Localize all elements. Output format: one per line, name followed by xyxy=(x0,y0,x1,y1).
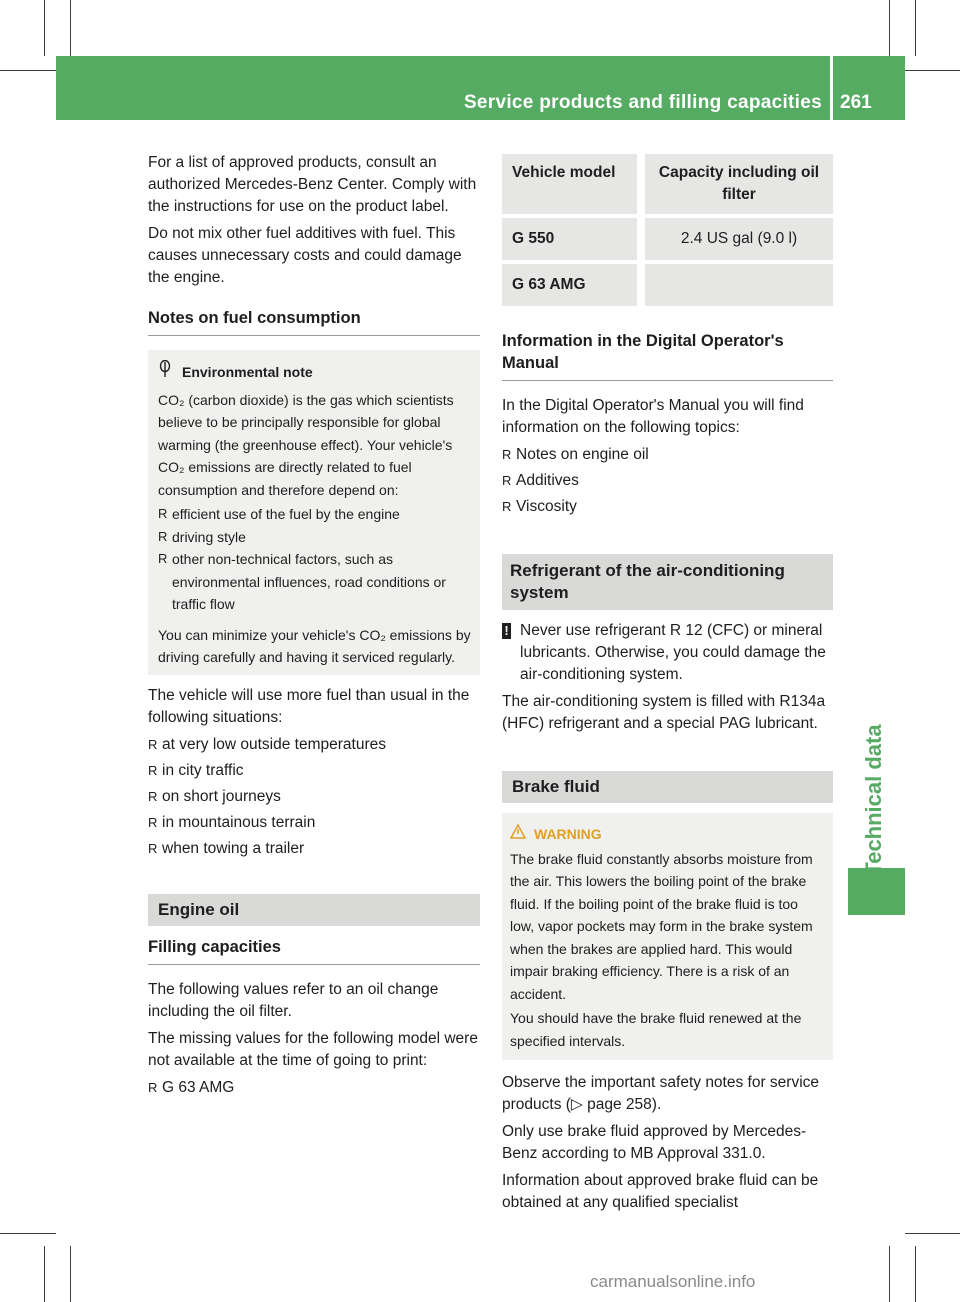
filling-paragraph: The missing values for the following model were not available at the time of going to print: xyxy=(148,1029,478,1069)
list-item: R Notes on engine oil xyxy=(502,444,833,466)
table-row xyxy=(502,264,833,306)
right-column xyxy=(502,154,833,1219)
table-cell xyxy=(641,264,833,306)
list-item: R G 63 AMG xyxy=(148,1077,480,1099)
header-separator xyxy=(830,56,833,120)
crop-mark xyxy=(44,1246,45,1302)
table-header: Capacity including oil filter xyxy=(641,154,833,214)
crop-mark xyxy=(70,1246,71,1302)
side-tab-label: Technical data xyxy=(861,724,886,876)
list-item: R efficient use of the fuel by the engine xyxy=(158,503,472,526)
environmental-note-text: CO₂ (carbon dioxide) is the gas which scientists believe to be principally responsible for global warming (the greenhouse effect). Your vehicle's CO₂ emissions are directly related to fuel consumption and therefore depend on: xyxy=(158,391,454,498)
warning-title: WARNING xyxy=(534,826,602,842)
table-row xyxy=(502,218,833,260)
list-item: R Viscosity xyxy=(502,496,833,518)
header-title: Service products and filling capacities xyxy=(463,92,822,113)
page-number: 261 xyxy=(840,92,872,113)
crop-mark xyxy=(889,1246,890,1302)
warning-text: The brake fluid constantly absorbs moisture from the air. This lowers the boiling point of the brake fluid. If the boiling point of the brake fluid is too low, vapor pockets may form in the brake system when the brakes are applied hard. This would impair braking efficiency. There is a risk of an accident. xyxy=(510,850,813,1002)
environmental-note-text: You can minimize your vehicle's CO₂ emissions by driving carefully and having it serviced regularly. xyxy=(158,626,471,665)
watermark: carmanualsonline.info xyxy=(590,1272,756,1291)
list-item: R driving style xyxy=(158,526,472,549)
exclamation-icon: ! xyxy=(502,623,511,639)
brake-paragraph: Information about approved brake fluid can be obtained at any qualified specialist xyxy=(502,1172,819,1211)
brake-paragraph: Only use brake fluid approved by Mercedes-Benz according to MB Approval 331.0. xyxy=(502,1123,807,1162)
refrigerant-paragraph: The air-conditioning system is filled with R134a (HFC) refrigerant and a special PAG lubricant. xyxy=(502,693,826,732)
list-item: R other non-technical factors, such as environmental influences, road conditions or traffic flow xyxy=(158,548,472,616)
brake-fluid-heading: Brake fluid xyxy=(502,771,833,803)
more-fuel-paragraph: The vehicle will use more fuel than usual in the following situations: xyxy=(148,686,470,726)
crop-mark xyxy=(889,0,890,56)
leaf-icon xyxy=(158,360,172,385)
crop-mark xyxy=(0,1233,56,1234)
refrigerant-heading: Refrigerant of the air-conditioning system xyxy=(502,554,833,610)
filling-paragraph: The following values refer to an oil change including the oil filter. xyxy=(148,980,439,1020)
digital-manual-paragraph: In the Digital Operator's Manual you will find information on the following topics: xyxy=(502,397,804,436)
digital-manual-heading: Information in the Digital Operator's Manual xyxy=(502,332,784,372)
brake-paragraph: Observe the important safety notes for service products (▷ page 258). xyxy=(502,1074,820,1113)
list-item: R in city traffic xyxy=(148,760,480,782)
filling-capacities-heading: Filling capacities xyxy=(148,937,281,956)
list-item: R at very low outside temperatures xyxy=(148,734,480,756)
list-item: R Additives xyxy=(502,470,833,492)
oil-capacity-table xyxy=(502,154,833,306)
warning-box xyxy=(502,813,833,1060)
table-cell: 2.4 US gal (9.0 l) xyxy=(641,218,833,260)
crop-mark xyxy=(915,1246,916,1302)
environmental-note-title: Environmental note xyxy=(182,364,313,380)
list-item: R in mountainous terrain xyxy=(148,812,480,834)
list-item: R when towing a trailer xyxy=(148,838,480,860)
table-cell: G 63 AMG xyxy=(502,264,641,306)
refrigerant-notice: Never use refrigerant R 12 (CFC) or mineral lubricants. Otherwise, you could damage the air-conditioning system. xyxy=(520,622,826,683)
warning-triangle-icon xyxy=(510,823,526,846)
intro-paragraph: For a list of approved products, consult an authorized Mercedes-Benz Center. Comply with the instructions for use on the product label. xyxy=(148,154,477,215)
table-cell: G 550 xyxy=(502,218,641,260)
crop-mark xyxy=(905,1233,960,1234)
environmental-note xyxy=(148,350,480,675)
crop-mark xyxy=(915,0,916,56)
fuel-additive-paragraph: Do not mix other fuel additives with fuel. This causes unnecessary costs and could damage the engine. xyxy=(148,225,462,286)
fuel-consumption-heading: Notes on fuel consumption xyxy=(148,309,361,327)
table-header: Vehicle model xyxy=(502,154,641,214)
list-item: R on short journeys xyxy=(148,786,480,808)
warning-text: You should have the brake fluid renewed at the specified intervals. xyxy=(510,1010,802,1049)
left-column xyxy=(148,152,480,1107)
crop-mark xyxy=(70,0,71,56)
crop-mark xyxy=(44,0,45,56)
engine-oil-heading: Engine oil xyxy=(148,894,480,926)
